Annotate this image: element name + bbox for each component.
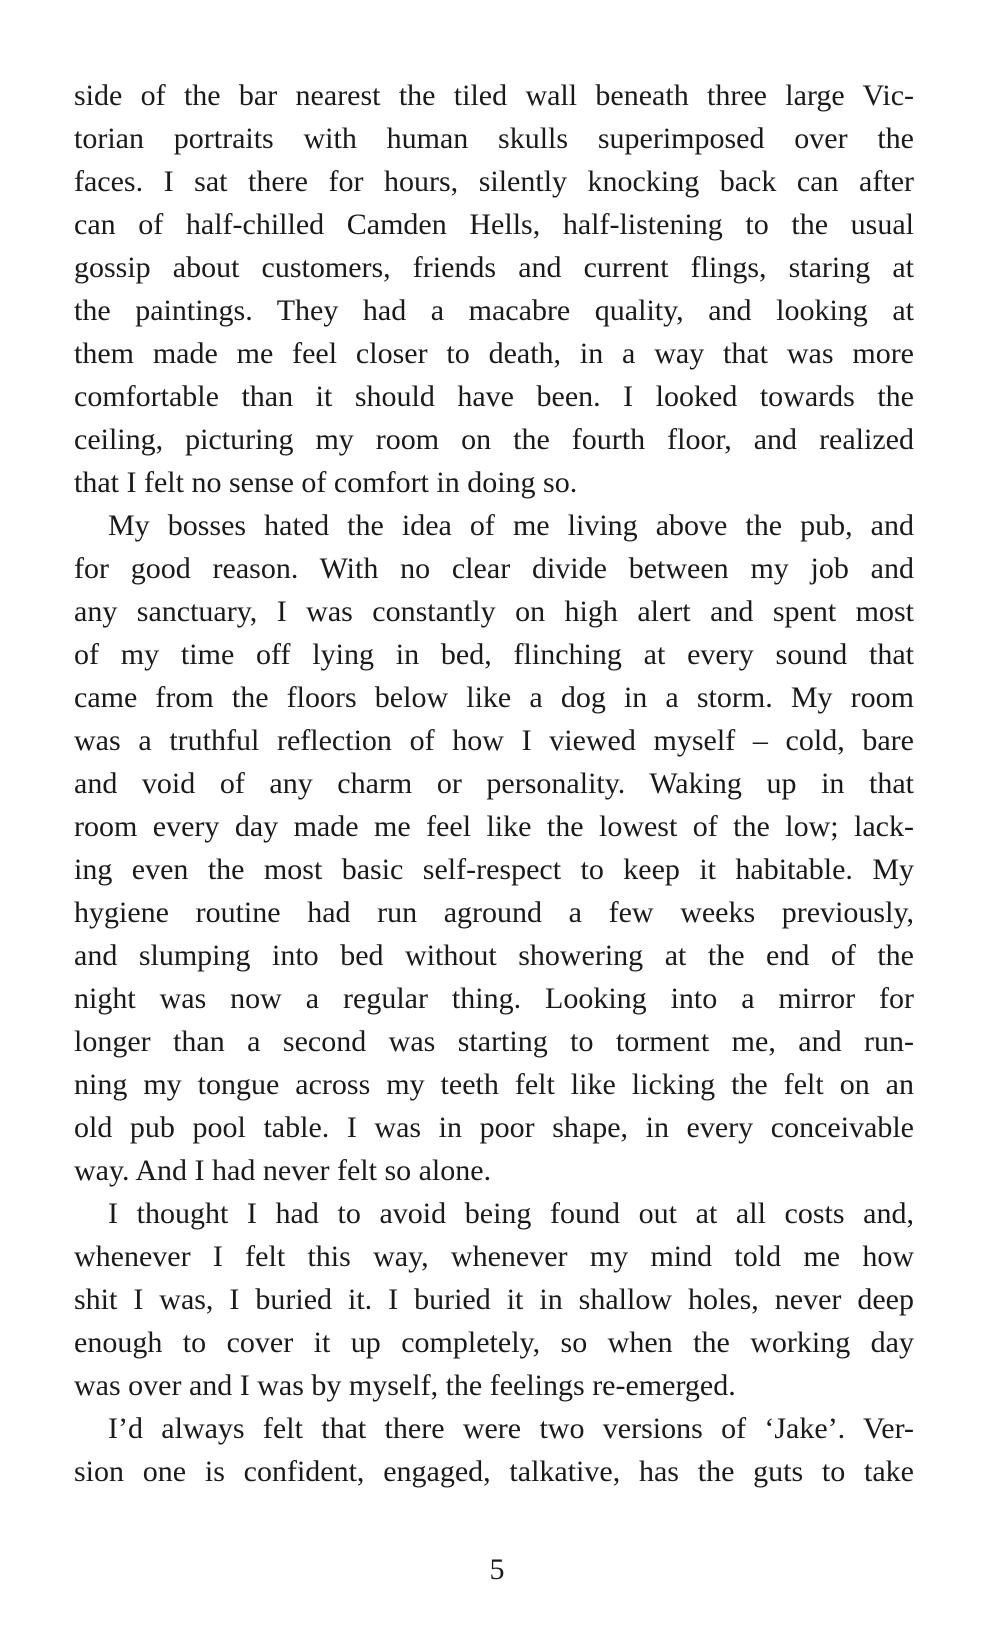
text-line: and slumping into bed without showering at the end of the — [74, 939, 914, 972]
text-line: sion one is confident, engaged, talkative, has the guts to take — [74, 1455, 914, 1488]
text-line: was over and I was by myself, the feelings re-emerged. — [74, 1369, 736, 1402]
text-line: hygiene routine had run aground a few weeks previously, — [74, 896, 914, 929]
text-line: and void of any charm or personality. Waking up in that — [74, 767, 914, 800]
text-line: ing even the most basic self-respect to keep it habitable. My — [74, 853, 914, 886]
text-line: gossip about customers, friends and current flings, staring at — [74, 251, 914, 284]
text-line: faces. I sat there for hours, silently knocking back can after — [74, 165, 914, 198]
body-text — [74, 74, 914, 1493]
text-line: night was now a regular thing. Looking into a mirror for — [74, 982, 914, 1015]
paragraph-first-line: I thought I had to avoid being found out at all costs and, — [108, 1197, 914, 1230]
text-line: the paintings. They had a macabre quality, and looking at — [74, 294, 914, 327]
text-line: of my time off lying in bed, flinching at every sound that — [74, 638, 914, 671]
text-line: ceiling, picturing my room on the fourth floor, and realized — [74, 423, 914, 456]
text-line: them made me feel closer to death, in a way that was more — [74, 337, 914, 370]
paragraph-first-line: I’d always felt that there were two versions of ‘Jake’. Ver- — [108, 1412, 914, 1445]
text-line: way. And I had never felt so alone. — [74, 1154, 492, 1187]
text-line: old pub pool table. I was in poor shape, in every conceivable — [74, 1111, 914, 1144]
text-line: comfortable than it should have been. I looked towards the — [74, 380, 914, 413]
text-line: longer than a second was starting to torment me, and run- — [74, 1025, 914, 1058]
paragraph-first-line: My bosses hated the idea of me living above the pub, and — [108, 509, 914, 542]
text-line: that I felt no sense of comfort in doing so. — [74, 466, 578, 499]
text-line: was a truthful reflection of how I viewed myself – cold, bare — [74, 724, 914, 757]
text-line: came from the floors below like a dog in a storm. My room — [74, 681, 914, 714]
text-line: enough to cover it up completely, so when the working day — [74, 1326, 914, 1359]
text-line: side of the bar nearest the tiled wall beneath three large Vic- — [74, 79, 914, 112]
page-number: 5 — [489, 1553, 505, 1586]
text-line: ning my tongue across my teeth felt like licking the felt on an — [74, 1068, 914, 1101]
text-line: shit I was, I buried it. I buried it in shallow holes, never deep — [74, 1283, 914, 1316]
text-line: can of half-chilled Camden Hells, half-listening to the usual — [74, 208, 914, 241]
text-line: room every day made me feel like the lowest of the low; lack- — [74, 810, 914, 843]
text-line: whenever I felt this way, whenever my mind told me how — [74, 1240, 914, 1273]
text-line: any sanctuary, I was constantly on high alert and spent most — [74, 595, 914, 628]
text-line: torian portraits with human skulls superimposed over the — [74, 122, 914, 155]
text-line: for good reason. With no clear divide between my job and — [74, 552, 914, 585]
